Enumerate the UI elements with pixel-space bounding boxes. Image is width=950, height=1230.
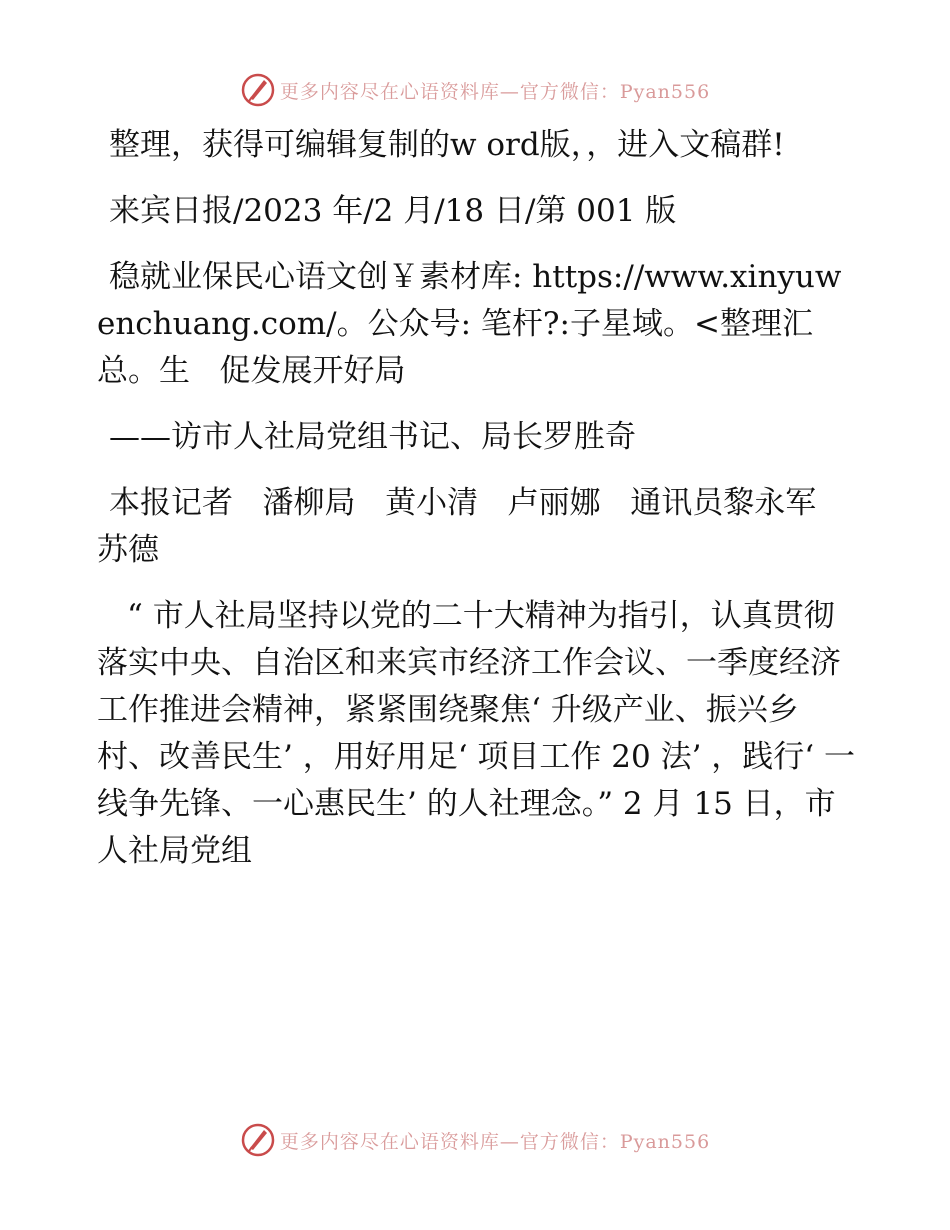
paragraph-headline: 稳就业保民心语文创￥素材库: https://www.xinyuwenchuang.com/。公众号: 笔杆?:子星域。<整理汇总。生 促发展开好局 xyxy=(97,259,842,389)
footer-banner xyxy=(0,1120,950,1160)
paragraph-source-line: 来宾日报/2023 年/2 月/18 日/第 001 版 xyxy=(109,193,677,229)
header-banner xyxy=(0,70,950,110)
quill-pen-logo-icon xyxy=(240,1122,276,1158)
paragraph-body: “ 市人社局坚持以党的二十大精神为指引，认真贯彻落实中央、自治区和来宾市经济工作会议、一季度经济工作推进会精神，紧紧围绕聚焦‘ 升级产业、振兴乡村、改善民生’ ，用好用足‘ 项目工作 20 法’ ，践行‘ 一线争先锋、一心惠民生’ 的人社理念。” 2 月 15 日，市人社局党组 xyxy=(97,598,855,869)
document-body xyxy=(97,122,857,894)
paragraph-intro: 整理，获得可编辑复制的w ord版，，进入文稿群! xyxy=(109,127,785,163)
banner-text: 更多内容尽在心语资料库—官方微信：Pyan556 xyxy=(279,1130,711,1153)
quill-pen-logo-icon xyxy=(240,72,276,108)
banner-text: 更多内容尽在心语资料库—官方微信：Pyan556 xyxy=(279,80,711,103)
paragraph-subtitle: ——访市人社局党组书记、局长罗胜奇 xyxy=(109,419,636,455)
paragraph-byline: 本报记者 潘柳局 黄小清 卢丽娜 通讯员黎永军 苏德 xyxy=(97,485,846,568)
